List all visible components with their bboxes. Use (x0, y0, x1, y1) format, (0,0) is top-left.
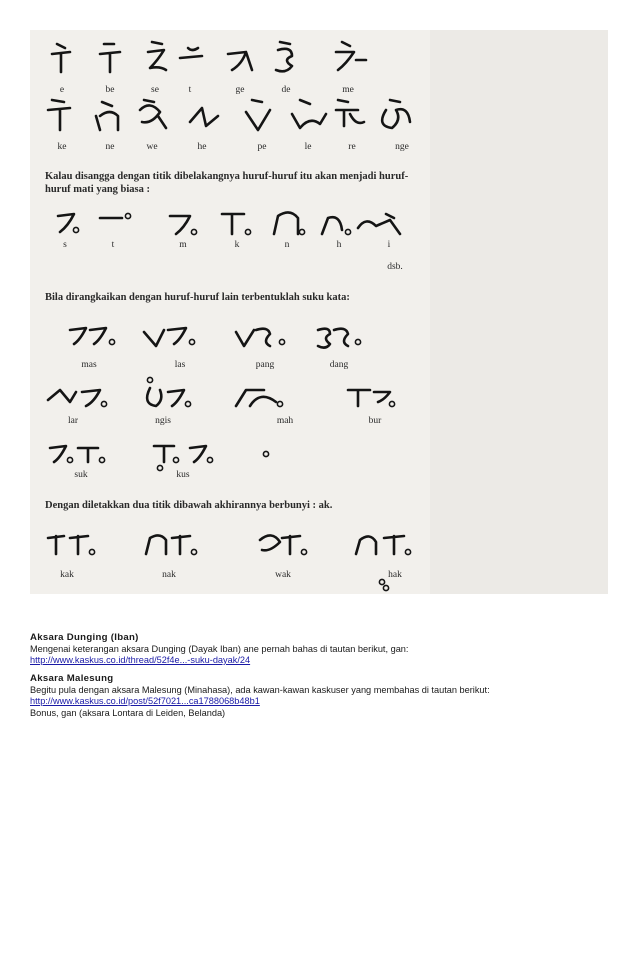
row6-label: suk (74, 470, 88, 480)
script-dot (89, 549, 94, 554)
script-glyph (170, 216, 190, 234)
script-chart-image (30, 30, 608, 594)
script-dot (345, 229, 350, 234)
row1-label: ge (235, 85, 245, 95)
script-dot (109, 339, 114, 344)
script-glyph (236, 390, 276, 406)
row2-label: le (304, 142, 312, 152)
script-dot (101, 401, 106, 406)
script-dot (279, 339, 284, 344)
row3-label: s (63, 240, 67, 250)
row3-label: n (284, 240, 290, 250)
section-heading: Aksara Dunging (Iban) (30, 632, 139, 643)
script-glyph (336, 100, 364, 126)
script-glyph (140, 100, 166, 128)
section-dunging (30, 632, 408, 667)
script-glyph (147, 388, 184, 406)
script-glyph (236, 329, 270, 346)
row2-label: ke (57, 142, 67, 152)
script-glyph (146, 535, 190, 554)
section-malesung (30, 673, 490, 719)
script-glyph (180, 48, 202, 58)
row1-label: me (342, 85, 354, 95)
script-glyph (50, 446, 66, 462)
script-dot (207, 457, 212, 462)
script-dot (277, 401, 282, 406)
row5-label: mah (276, 416, 294, 426)
scan-paragraph-1: Kalau disangga dengan titik dibelakangnya huruf-huruf itu akan menjadi huruf-huruf mati yang biasa : (45, 171, 409, 195)
row3-label: i (387, 240, 391, 250)
row3-suffix: dsb. (387, 262, 403, 272)
script-dot (99, 457, 104, 462)
script-glyph (292, 100, 326, 128)
script-glyph (358, 214, 400, 234)
script-glyph (52, 44, 70, 72)
row2-label: pe (257, 142, 267, 152)
section-text: Mengenai keterangan aksara Dunging (Dayak Iban) ane pernah bahas di tautan berikut, gan: (30, 643, 409, 654)
scan-paragraph-2: Bila dirangkaikan dengan huruf-huruf lain terbentuklah suku kata: (45, 292, 350, 303)
row7-label: nak (162, 570, 176, 580)
script-dot (263, 451, 268, 456)
script-dot (301, 549, 306, 554)
script-glyph (58, 214, 74, 232)
row2-label: re (348, 142, 356, 152)
script-glyph (276, 42, 292, 71)
script-glyph (48, 100, 70, 130)
script-glyph (154, 446, 174, 462)
row2-label: nge (395, 142, 409, 152)
script-dot (125, 213, 130, 218)
script-glyph (70, 328, 106, 344)
script-glyph (228, 52, 252, 70)
script-glyph (222, 214, 244, 234)
row4-label: las (174, 360, 186, 370)
row3-label: t (111, 240, 115, 250)
script-dot (379, 579, 384, 584)
script-glyph (100, 44, 120, 72)
row2-label: we (146, 142, 158, 152)
script-dot (355, 339, 360, 344)
row1-label: be (105, 85, 115, 95)
section-heading: Aksara Malesung (30, 673, 114, 684)
script-dot (189, 339, 194, 344)
script-dot (245, 229, 250, 234)
script-dot (67, 457, 72, 462)
section-link[interactable]: http://www.kaskus.co.id/post/52f7021...ca1788068b48b1 (30, 696, 260, 706)
script-glyph (144, 328, 186, 346)
row1-label: se (151, 85, 159, 95)
script-glyph (322, 217, 342, 234)
script-glyph (78, 448, 98, 462)
script-glyph (274, 212, 298, 234)
script-dot (383, 585, 388, 590)
script-glyph (148, 42, 166, 70)
row5-label: lar (67, 416, 79, 426)
script-glyph (348, 390, 390, 406)
scan-paragraph-3: Dengan diletakkan dua titik dibawah akhirannya berbunyi : ak. (45, 500, 333, 511)
script-dot (191, 549, 196, 554)
script-glyph (318, 329, 348, 348)
script-glyph (48, 390, 100, 406)
script-glyph (190, 108, 218, 126)
script-dot (185, 401, 190, 406)
script-glyph (336, 42, 366, 70)
script-dot (147, 377, 152, 382)
row7-label: hak (388, 570, 402, 580)
row5-label: bur (368, 416, 382, 426)
row1-label: de (281, 85, 291, 95)
section-text: Begitu pula dengan aksara Malesung (Minahasa), ada kawan-kawan kaskuser yang membahas di tautan berikut: (30, 684, 490, 695)
script-dot (299, 229, 304, 234)
script-glyph (48, 536, 88, 554)
script-dot (191, 229, 196, 234)
section-link[interactable]: http://www.kaskus.co.id/thread/52f4e...-suku-dayak/24 (30, 655, 251, 665)
script-glyph (260, 535, 300, 554)
row7-label: wak (275, 570, 291, 580)
script-glyph (190, 446, 206, 462)
script-dot (389, 401, 394, 406)
row5-label: ngis (155, 416, 171, 426)
row4-label: mas (81, 360, 97, 370)
row4-label: dang (329, 360, 349, 370)
script-glyph (382, 100, 410, 128)
script-glyph (246, 100, 270, 130)
script-dot (73, 227, 78, 232)
row1-label: e (59, 85, 65, 95)
script-glyph (356, 536, 404, 554)
row1-label: t (188, 85, 192, 95)
script-glyph (96, 102, 118, 130)
row3-label: m (179, 240, 187, 250)
section-extra-text: Bonus, gan (aksara Lontara di Leiden, Belanda) (30, 707, 226, 718)
row2-label: ne (105, 142, 115, 152)
script-dot (405, 549, 410, 554)
row3-label: k (234, 240, 240, 250)
row6-label: kus (176, 470, 190, 480)
row2-label: he (197, 142, 207, 152)
row4-label: pang (255, 360, 275, 370)
row3-label: h (336, 240, 342, 250)
script-dot (173, 457, 178, 462)
row7-label: kak (60, 570, 74, 580)
script-dot (157, 465, 162, 470)
